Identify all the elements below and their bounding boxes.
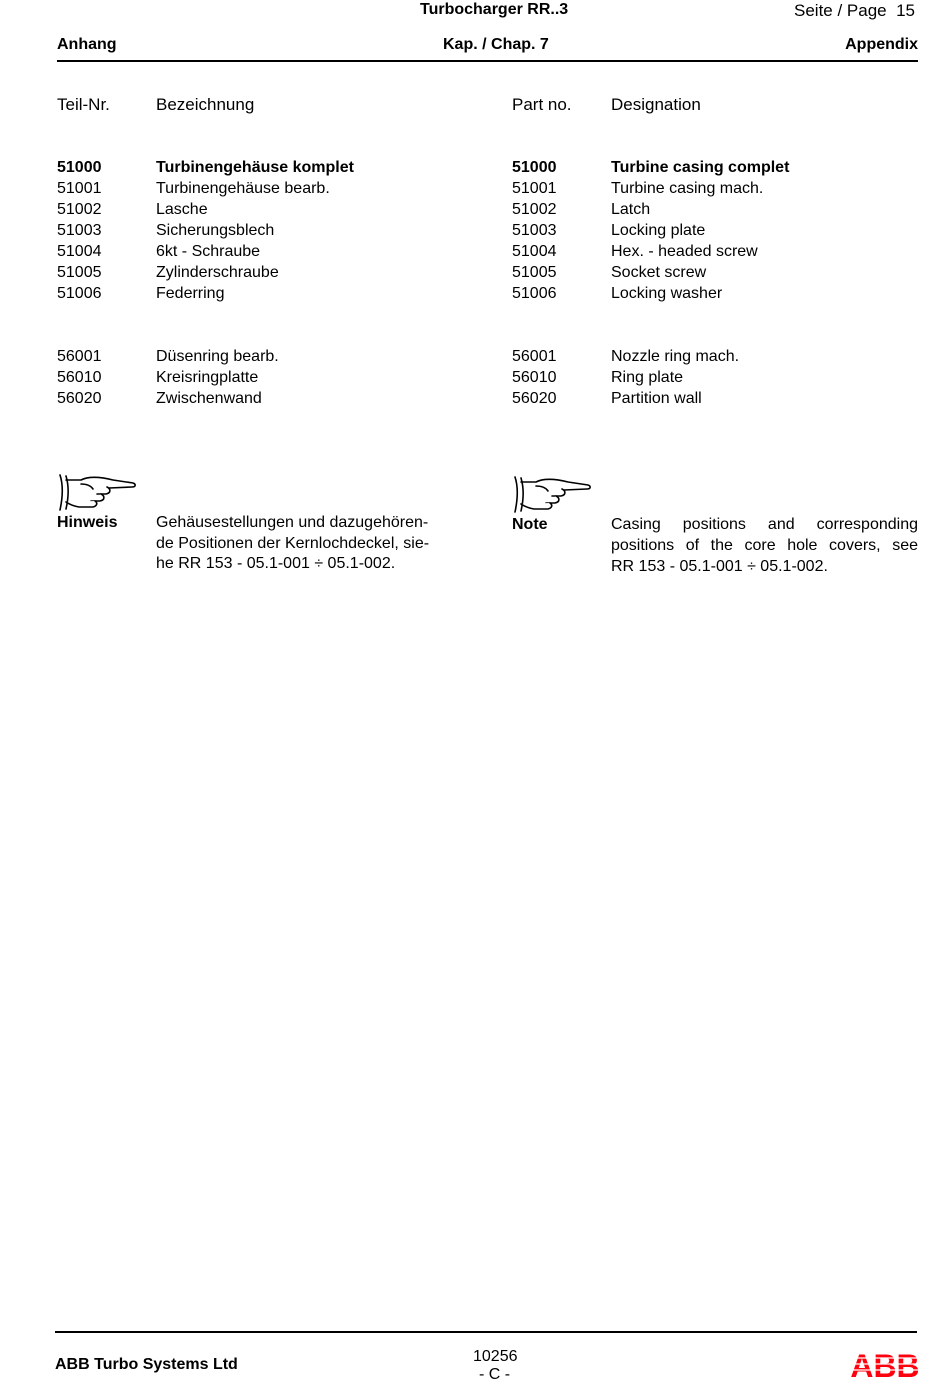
note-text-en-line: RR 153 - 05.1-001 ÷ 05.1-002.: [611, 558, 828, 575]
part-number: 51000: [57, 159, 102, 176]
part-number: 51001: [57, 180, 102, 197]
section-de: Anhang: [57, 36, 117, 53]
part-number-en: 51002: [512, 201, 557, 218]
part-designation-de: Kreisringplatte: [156, 369, 259, 386]
doc-number: 10256: [473, 1348, 518, 1365]
part-designation-de: Lasche: [156, 201, 208, 218]
part-number-en: 51006: [512, 285, 557, 302]
note-text-de-line: de Positionen der Kernlochdeckel, sie-: [156, 535, 430, 552]
header-rule: [57, 60, 918, 62]
revision: - C -: [479, 1366, 511, 1383]
col-part-no-de: Teil-Nr.: [57, 95, 110, 114]
part-designation-en: Socket screw: [611, 264, 707, 281]
company-name: ABB Turbo Systems Ltd: [55, 1356, 238, 1373]
part-number: 56001: [57, 348, 102, 365]
pointing-hand-icon: [57, 472, 137, 512]
part-designation-de: Sicherungsblech: [156, 222, 275, 239]
part-designation-de: Düsenring bearb.: [156, 348, 279, 365]
part-number: 51005: [57, 264, 102, 281]
part-designation-de: Zwischenwand: [156, 390, 262, 407]
part-number-en: 56010: [512, 369, 557, 386]
part-designation-en: Nozzle ring mach.: [611, 348, 740, 365]
part-designation-de: Federring: [156, 285, 225, 302]
part-number: 56010: [57, 369, 102, 386]
product-title: Turbocharger RR..3: [420, 1, 569, 18]
note-text-de-line: Gehäusestellungen und dazugehören-: [156, 514, 429, 531]
part-designation-en: Latch: [611, 201, 651, 218]
part-number-en: 56020: [512, 390, 557, 407]
part-designation-de: Zylinderschraube: [156, 264, 279, 281]
pointing-hand-icon: [512, 474, 592, 514]
abb-logo: [848, 1350, 922, 1380]
col-designation-de: Bezeichnung: [156, 95, 255, 114]
note-text-de-line: he RR 153 - 05.1-001 ÷ 05.1-002.: [156, 555, 396, 572]
note-text-en-line: Casing positions and corresponding: [611, 516, 918, 533]
part-designation-de: Turbinengehäuse komplet: [156, 159, 354, 176]
abb-logo-text: ABB: [850, 1350, 920, 1380]
part-designation-en: Locking plate: [611, 222, 706, 239]
note-text-en-line: positions of the core hole covers, see: [611, 537, 918, 554]
part-designation-en: Turbine casing mach.: [611, 180, 764, 197]
part-number: 56020: [57, 390, 102, 407]
page-label-text: Seite / Page: [794, 1, 887, 20]
part-designation-de: Turbinengehäuse bearb.: [156, 180, 330, 197]
part-designation-de: 6kt - Schraube: [156, 243, 261, 260]
part-number-en: 51003: [512, 222, 557, 239]
part-number: 51003: [57, 222, 102, 239]
part-number: 51002: [57, 201, 102, 218]
part-number-en: 56001: [512, 348, 557, 365]
part-designation-en: Hex. - headed screw: [611, 243, 758, 260]
part-designation-en: Locking washer: [611, 285, 723, 302]
part-designation-en: Partition wall: [611, 390, 702, 407]
page-label: [794, 1, 915, 21]
part-number-en: 51000: [512, 159, 557, 176]
part-number: 51006: [57, 285, 102, 302]
part-designation-en: Ring plate: [611, 369, 684, 386]
part-number-en: 51004: [512, 243, 557, 260]
col-part-no-en: Part no.: [512, 95, 572, 114]
note-label-en: Note: [512, 516, 548, 533]
footer-rule: [55, 1331, 917, 1333]
section-en: Appendix: [845, 36, 918, 53]
page-number: 15: [896, 1, 915, 20]
chapter-label: Kap. / Chap. 7: [443, 36, 549, 53]
note-label-de: Hinweis: [57, 514, 118, 531]
part-designation-en: Turbine casing complet: [611, 159, 790, 176]
part-number-en: 51001: [512, 180, 557, 197]
part-number: 51004: [57, 243, 102, 260]
col-designation-en: Designation: [611, 95, 701, 114]
part-number-en: 51005: [512, 264, 557, 281]
